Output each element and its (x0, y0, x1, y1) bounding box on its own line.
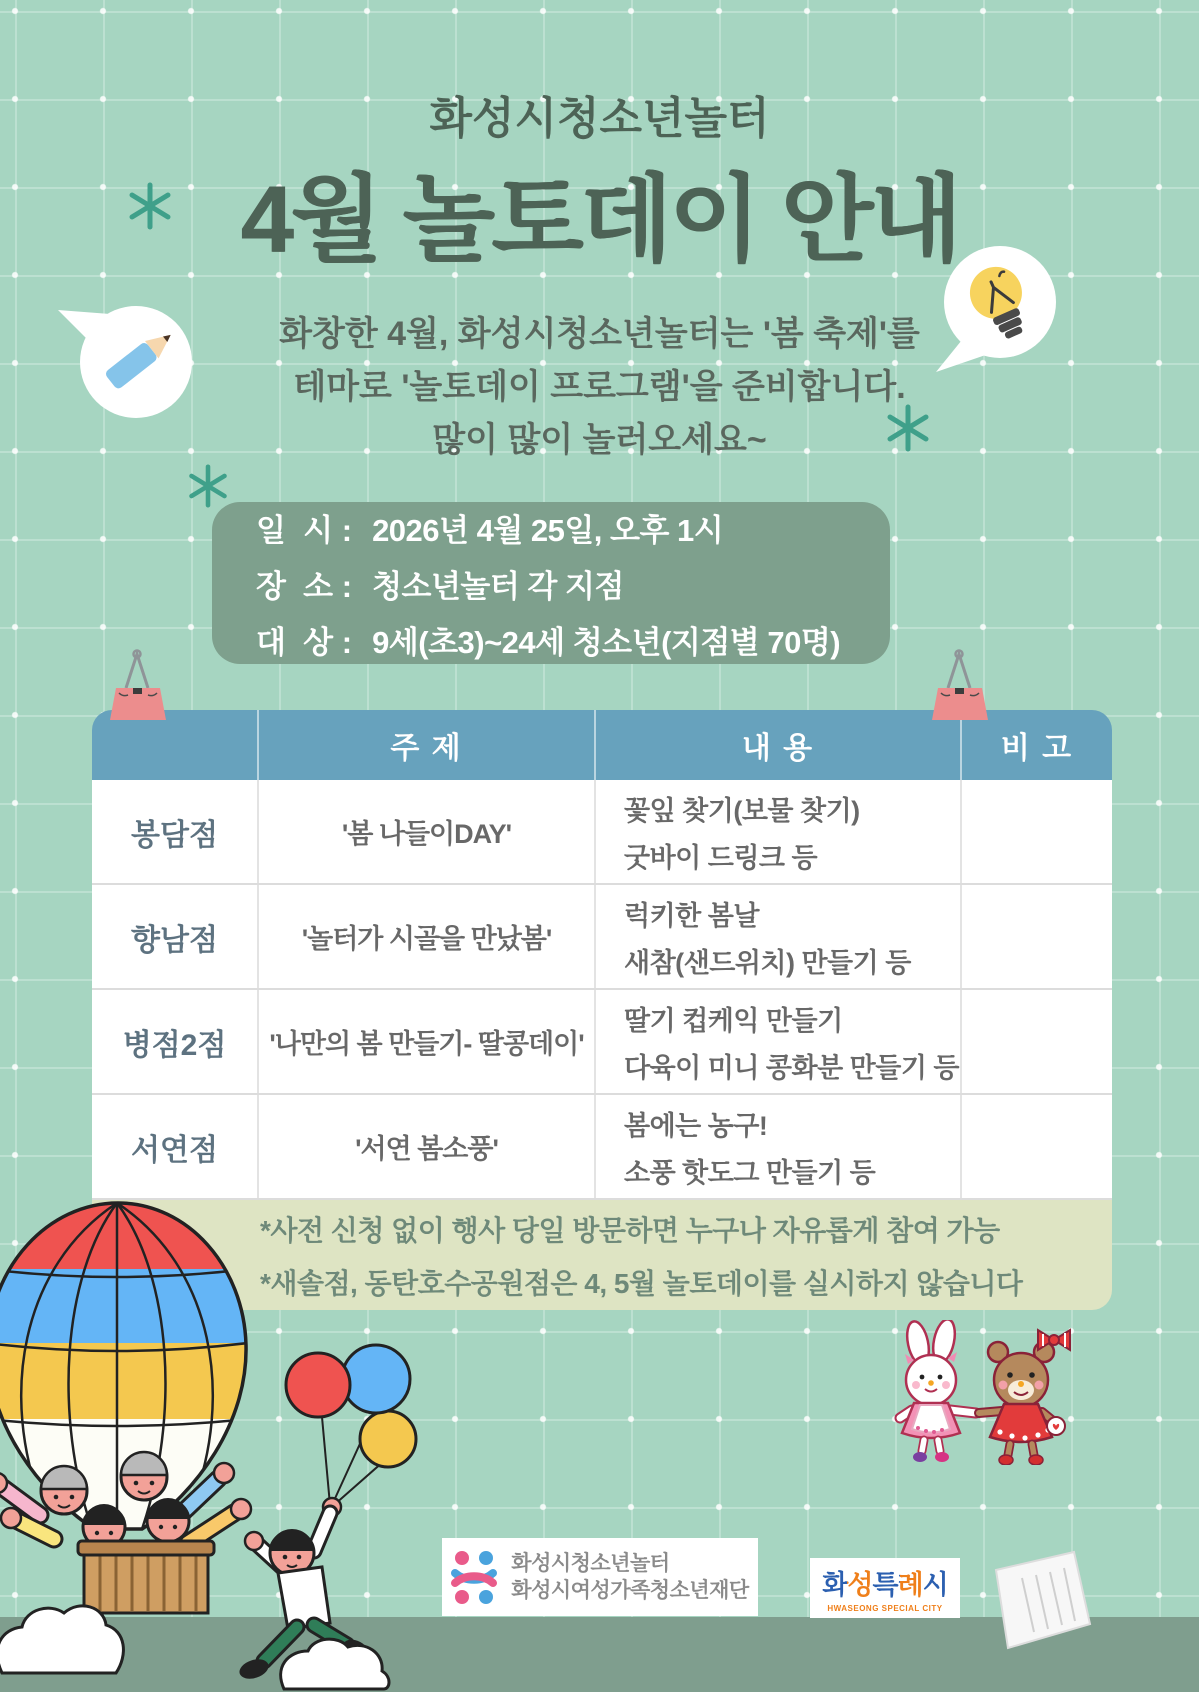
content-line: 꽃잎 찾기(보물 찾기) (624, 795, 860, 826)
info-line-date (256, 505, 870, 550)
info-value: 9세(초3)~24세 청소년(지점별 70명) (372, 624, 841, 660)
cell-topic: '서연 봄소풍' (259, 1095, 596, 1198)
info-line-place (256, 561, 870, 606)
intro-line: 테마로 '놀토데이 프로그램'을 준비합니다. (293, 368, 906, 406)
cell-content (596, 885, 962, 988)
cell-content (596, 1095, 962, 1198)
cell-branch: 봉담점 (92, 780, 259, 883)
binder-clip-icon (928, 644, 992, 724)
note-line: *새솔점, 동탄호수공원점은 4, 5월 놀토데이를 실시하지 않습니다 (260, 1267, 1023, 1299)
info-label: 일 시 : (256, 512, 353, 548)
paper-sheet (982, 1546, 1102, 1656)
cell-note (962, 780, 1112, 883)
binder-clip-icon (106, 644, 170, 724)
info-line-target (256, 617, 870, 662)
cell-content (596, 780, 962, 883)
city-logo-subtext: HWASEONG SPECIAL CITY (827, 1604, 943, 1613)
note-line: *사전 신청 없이 행사 당일 방문하면 누구나 자유롭게 참여 가능 (260, 1214, 1000, 1246)
content-line: 봄에는 농구! (624, 1110, 768, 1141)
city-logo-text: 화성특례시 (822, 1563, 947, 1602)
info-value: 청소년놀터 각 지점 (372, 568, 624, 604)
cell-topic: '나만의 봄 만들기- 딸콩데이' (259, 990, 596, 1093)
org-logo-line: 화성시여성가족청소년재단 (511, 1579, 749, 1602)
cell-note (962, 1095, 1112, 1198)
rabbit-bear-characters (876, 1320, 1096, 1465)
event-info-box (212, 502, 890, 664)
cell-branch: 서연점 (92, 1095, 259, 1198)
org-logo-box (442, 1538, 758, 1616)
intro-line: 많이 많이 놀러오세요~ (432, 421, 767, 459)
header-content: 내 용 (596, 710, 962, 780)
cell-branch: 병점2점 (92, 990, 259, 1093)
content-line: 다육이 미니 콩화분 만들기 등 (624, 1052, 959, 1083)
intro-line: 화창한 4월, 화성시청소년놀터는 '봄 축제'를 (279, 315, 920, 353)
header-note: 비 고 (1000, 732, 1074, 765)
content-line: 소풍 핫도그 만들기 등 (624, 1157, 876, 1188)
org-logo-mark (451, 1549, 497, 1605)
sparkle-icon (186, 464, 230, 508)
table-row (92, 885, 1112, 990)
cell-topic: '놀터가 시골을 만났봄' (259, 885, 596, 988)
table-row (92, 780, 1112, 885)
content-line: 럭키한 봄날 (624, 900, 759, 931)
content-line: 새참(샌드위치) 만들기 등 (624, 947, 911, 978)
cell-note (962, 885, 1112, 988)
info-value: 2026년 4월 25일, 오후 1시 (372, 512, 724, 548)
cell-content (596, 990, 962, 1093)
info-label: 대 상 : (256, 624, 353, 660)
city-logo-box (810, 1558, 960, 1618)
cell-topic: '봄 나들이DAY' (259, 780, 596, 883)
sparkle-icon (126, 182, 174, 230)
page-title: 4월 놀토데이 안내 (240, 167, 959, 273)
cell-branch: 향남점 (92, 885, 259, 988)
org-title: 화성시청소년놀터 (429, 94, 770, 143)
info-label: 장 소 : (256, 568, 353, 604)
content-line: 굿바이 드링크 등 (624, 842, 818, 873)
content-line: 딸기 컵케익 만들기 (624, 1005, 843, 1036)
table-row (92, 990, 1112, 1095)
cell-note (962, 990, 1112, 1093)
hot-air-balloon-illustration (0, 1117, 422, 1692)
intro-text (0, 308, 1199, 467)
org-logo-line: 화성시청소년놀터 (511, 1552, 670, 1575)
org-logo-text (511, 1550, 748, 1604)
header-topic: 주 제 (259, 710, 596, 780)
